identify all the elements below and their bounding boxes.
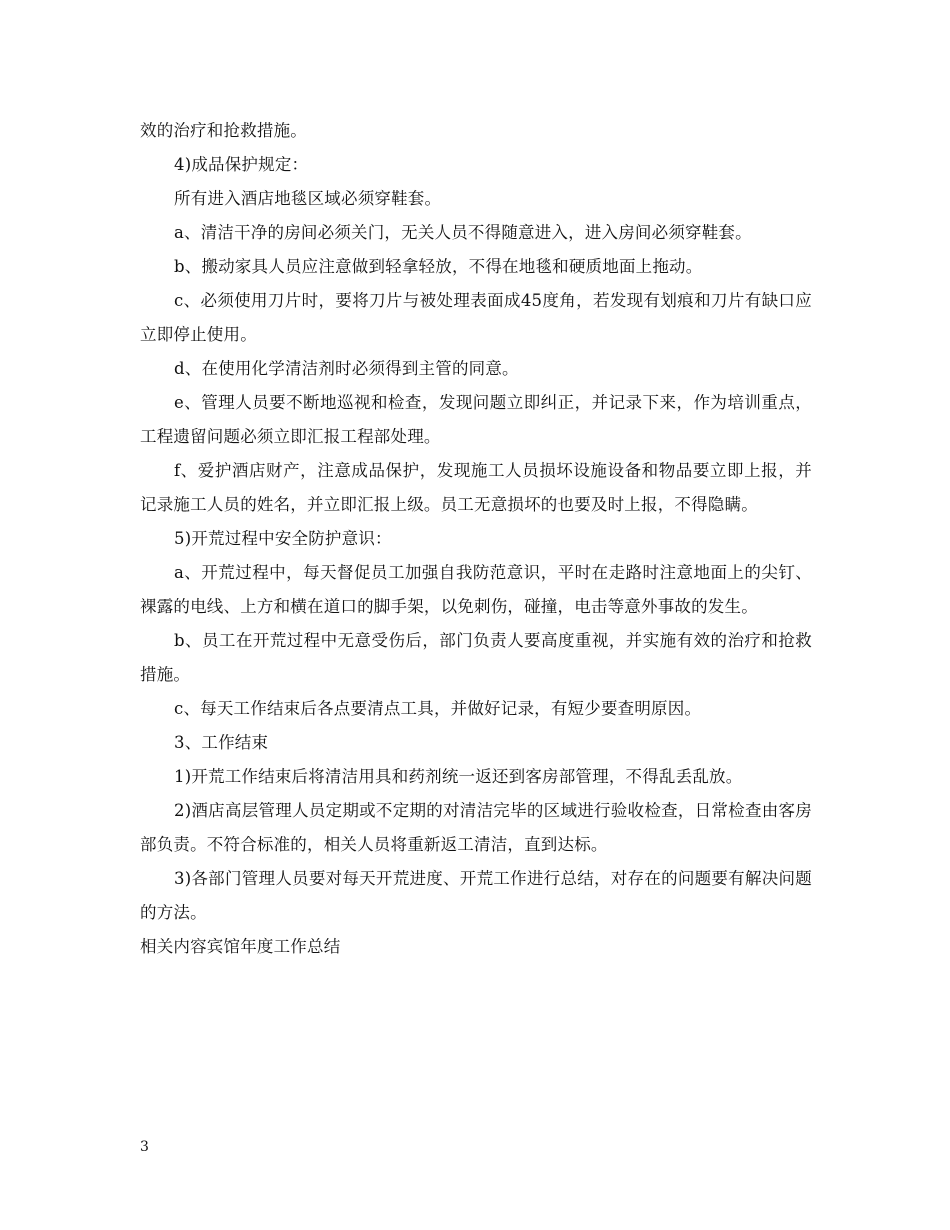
list-item: c、必须使用刀片时，要将刀片与被处理表面成45度角，若发现有划痕和刀片有缺口应立即停止使用。 [140, 291, 812, 344]
list-item: 3)各部门管理人员要对每天开荒进度、开荒工作进行总结，对存在的问题要有解决问题的方法。 [140, 869, 812, 922]
section-heading: 3、工作结束 [174, 733, 269, 752]
related-content-link[interactable]: 相关内容宾馆年度工作总结 [140, 937, 341, 956]
list-item: a、开荒过程中，每天督促员工加强自我防范意识，平时在走路时注意地面上的尖钉、裸露的电线、上方和横在道口的脚手架，以免刺伤，碰撞，电击等意外事故的发生。 [140, 563, 812, 616]
list-item: d、在使用化学清洁剂时必须得到主管的同意。 [174, 359, 519, 378]
section-heading: 5)开荒过程中安全防护意识： [174, 529, 392, 548]
paragraph: 所有进入酒店地毯区域必须穿鞋套。 [174, 189, 442, 208]
list-item: c、每天工作结束后各点要清点工具，并做好记录，有短少要查明原因。 [174, 699, 702, 718]
list-item: 1)开荒工作结束后将清洁用具和药剂统一返还到客房部管理，不得乱丢乱放。 [174, 767, 743, 786]
list-item: 2)酒店高层管理人员定期或不定期的对清洁完毕的区域进行验收检查，日常检查由客房部负责。不符合标准的，相关人员将重新返工清洁，直到达标。 [140, 801, 812, 854]
section-heading: 4)成品保护规定： [174, 155, 309, 174]
paragraph: 效的治疗和抢救措施。 [140, 121, 307, 140]
list-item: a、清洁干净的房间必须关门，无关人员不得随意进入，进入房间必须穿鞋套。 [174, 223, 752, 242]
list-item: e、管理人员要不断地巡视和检查，发现问题立即纠正，并记录下来，作为培训重点，工程遗留问题必须立即汇报工程部处理。 [140, 393, 812, 446]
list-item: b、搬动家具人员应注意做到轻拿轻放，不得在地毯和硬质地面上拖动。 [174, 257, 703, 276]
list-item: f、爱护酒店财产，注意成品保护，发现施工人员损坏设施设备和物品要立即上报，并记录施工人员的姓名，并立即汇报上级。员工无意损坏的也要及时上报，不得隐瞒。 [140, 461, 812, 514]
list-item: b、员工在开荒过程中无意受伤后，部门负责人要高度重视，并实施有效的治疗和抢救措施。 [140, 631, 812, 684]
document-body [140, 114, 812, 964]
page-number: 3 [140, 1139, 149, 1155]
